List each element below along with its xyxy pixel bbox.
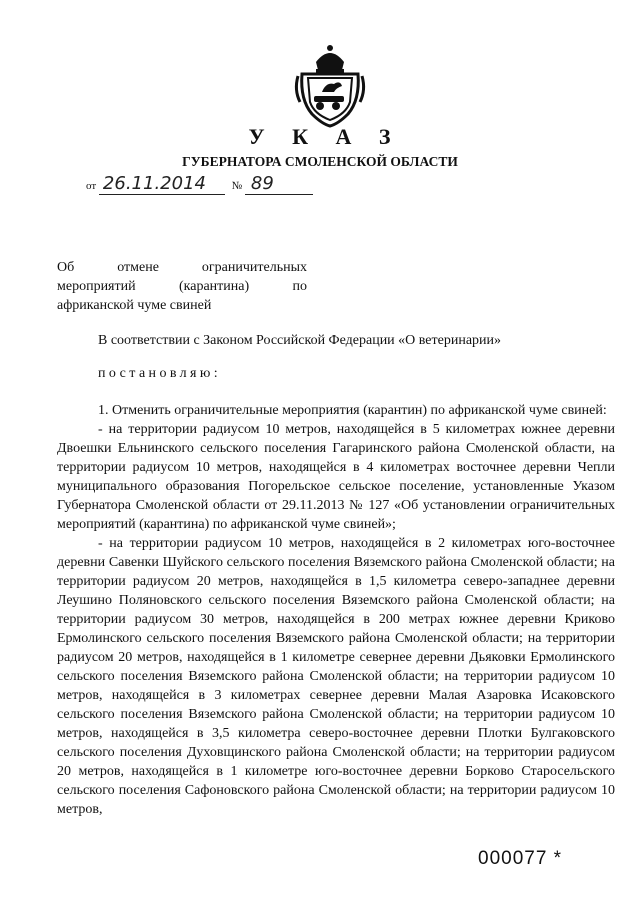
subject-line: Об отмене ограничительных xyxy=(57,260,307,275)
date-number-line xyxy=(86,174,313,195)
document-title: У К А З xyxy=(248,124,402,149)
document-subject xyxy=(57,258,307,315)
document-subtitle: ГУБЕРНАТОРА СМОЛЕНСКОЙ ОБЛАСТИ xyxy=(182,154,458,169)
number-prefix: № xyxy=(231,180,243,192)
body-paragraph: - на территории радиусом 10 метров, находящейся в 5 километрах южнее деревни Двоешки Ельнинского сельского поселения Гагаринского района Смоленской области, на территории радиусом 10 метров, находящейся в 4 километрах восточнее деревни Чепли муниципального образования Погорельское сельское поселение, установленные Указом Губернатора Смоленской области от 29.11.2013 № 127 «Об установлении ограничительных мероприятий (карантина) по африканской чуме свиней»; xyxy=(57,422,615,532)
subject-line: африканской чуме свиней xyxy=(57,298,212,313)
body-paragraph: - на территории радиусом 10 метров, находящейся в 2 километрах юго-восточнее деревни Савенки Шуйского сельского поселения Вяземского района Смоленской области; на территории радиусом 20 метров, находящейся в 1,5 километра северо-западнее деревни Леушино Поляновского сельского поселения Вяземского района Смоленской области; на территории радиусом 30 метров, находящейся в 200 метрах южнее деревни Криково Ермолинского сельского поселения Вяземского района Смоленской области; на территории радиусом 20 метров, находящейся в 1 километре севернее деревни Дьяковки Ермолинского сельского поселения Вяземского района Смоленской области; на территории радиусом 10 метров, находящейся в 3 километрах севернее деревни Малая Азаровка Исаковского сельского поселения Вяземского района Смоленской области; на территории радиусом 10 метров, находящейся в 3,5 километра северо-восточнее деревни Плотки Булгаковского сельского поселения Духовщинского района Смоленской области; на территории радиусом 20 метров, находящейся в 1 километре юго-восточнее деревни Борково Старосельского сельского поселения Сафоновского района Смоленской области; на территории радиусом 10 метров, xyxy=(57,536,615,817)
document-body xyxy=(57,401,615,819)
date-value: 26.11.2014 xyxy=(99,174,225,195)
smolensk-coat-of-arms-icon xyxy=(290,40,370,128)
serial-number: 000077 * xyxy=(478,848,563,869)
date-prefix: от xyxy=(86,180,97,192)
number-value: 89 xyxy=(245,174,313,195)
body-paragraph: 1. Отменить ограничительные мероприятия (карантин) по африканской чуме свиней: xyxy=(98,403,607,418)
legal-basis: В соответствии с Законом Российской Федерации «О ветеринарии» xyxy=(98,333,502,348)
subject-line: мероприятий (карантина) по xyxy=(57,279,307,294)
decree-word: постановляю: xyxy=(98,366,222,381)
